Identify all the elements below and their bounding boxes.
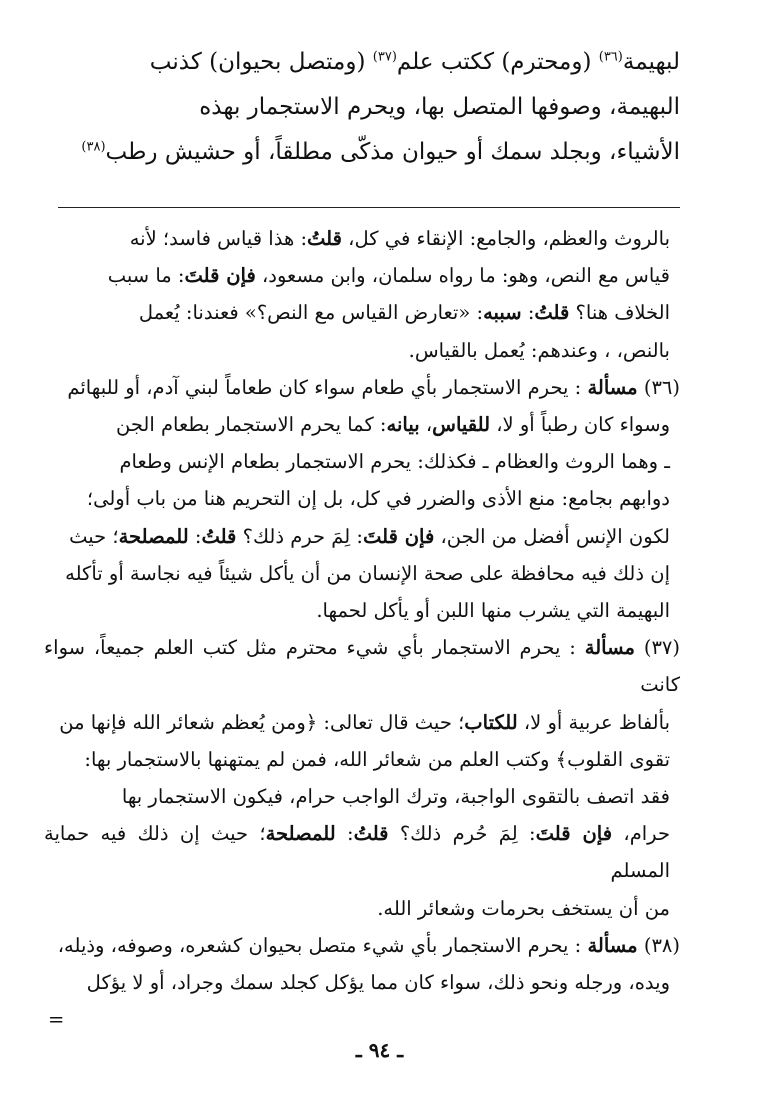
footnote-line: تقوى القلوب﴾ وكتب العلم من شعائر الله، فمن لم يمتهنها بالاستجمار بها: <box>84 747 670 771</box>
footnote-line: من أن يستخف بحرمات وشعائر الله. <box>377 896 670 920</box>
main-line: لبهيمة$^{(٣٦)}$ (ومحترم) ككتب علم$^{(٣٧)}$ (ومتصل بحيوان) كذنب <box>149 49 680 75</box>
footnote-37 <box>44 629 680 927</box>
footnote-line: دوابهم بجامع: منع الأذى والضرر في كل، بل إن التحريم هنا من باب أولى؛ <box>86 487 670 511</box>
main-line: البهيمة، وصوفها المتصل بها، ويحرم الاستجمار بهذه <box>199 94 680 120</box>
footnote-ref-38[interactable]: (٣٨) <box>81 139 106 155</box>
footnote-line: (٣٧) مسألة : يحرم الاستجمار بأي شيء محترم مثل كتب العلم جميعاً، سواء كانت <box>44 636 680 697</box>
footnotes <box>44 220 680 1038</box>
footnote-line: الخلاف هنا؟ قلتُ: سببه: «تعارض القياس مع النص؟» فعندنا: يُعمل <box>138 301 670 325</box>
footnote-line: قياس مع النص، وهو: ما رواه سلمان، وابن مسعود، فإن قلتَ: ما سبب <box>107 264 670 288</box>
footnote-line: بالنص، ، وعندهم: يُعمل بالقياس. <box>408 338 670 362</box>
footnote-line: إن ذلك فيه محافظة على صحة الإنسان من أن يأكل شيئاً فيه نجاسة أو تأكله <box>65 561 670 585</box>
footnote-line: ـ وهما الروث والعظام ـ فكذلك: يحرم الاستجمار بطعام الإنس وطعام <box>119 450 670 474</box>
footnote-38 <box>44 927 680 1001</box>
footnote-ref-37[interactable]: (٣٧) <box>372 49 397 65</box>
footnote-line: حرام، فإن قلتَ: لِمَ حُرم ذلك؟ قلتُ: للمصلحة؛ حيث إن ذلك فيه حماية المسلم <box>44 822 670 883</box>
footnote-line: ويده، ورجله ونحو ذلك، سواء كان مما يؤكل كجلد سمك وجراد، أو لا يؤكل <box>86 971 670 995</box>
footnote-line: فقد اتصف بالتقوى الواجبة، وترك الواجب حرام، فيكون الاستجمار بها <box>121 785 670 809</box>
main-text <box>44 40 680 175</box>
footnote-line: (٣٨) مسألة : يحرم الاستجمار بأي شيء متصل بحيوان كشعره، وصوفه، وذيله، <box>57 933 680 957</box>
footnote-continued <box>44 220 680 369</box>
footnote-line: (٣٦) مسألة : يحرم الاستجمار بأي طعام سواء كان طعاماً لبني آدم، أو للبهائم <box>67 375 680 399</box>
footnote-line: لكون الإنس أفضل من الجن، فإن قلتَ: لِمَ حرم ذلك؟ قلتُ: للمصلحة؛ حيث <box>69 524 670 548</box>
main-line: الأشياء، وبجلد سمك أو حيوان مذكّى مطلقاً، أو حشيش رطب$^{(٣٨)}$ <box>81 139 680 165</box>
footnote-line: البهيمة التي يشرب منها اللبن أو يأكل لحمها. <box>316 599 670 623</box>
footnote-36 <box>44 369 680 629</box>
footnote-ref-36[interactable]: (٣٦) <box>598 49 623 65</box>
footnote-line: وسواء كان رطباً أو لا، للقياس، بيانه: كما يحرم الاستجمار بطعام الجن <box>115 413 670 437</box>
continuation-mark: = <box>48 1008 65 1032</box>
page-number: ـ ٩٤ ـ <box>355 1038 404 1062</box>
footnote-separator <box>58 207 680 208</box>
footnote-line: بألفاظ عربية أو لا، للكتاب؛ حيث قال تعالى: ﴿ومن يُعظم شعائر الله فإنها من <box>59 710 670 734</box>
footnote-line: بالروث والعظم، والجامع: الإنقاء في كل، قلتُ: هذا قياس فاسد؛ لأنه <box>129 227 670 250</box>
page-body <box>44 40 680 1038</box>
